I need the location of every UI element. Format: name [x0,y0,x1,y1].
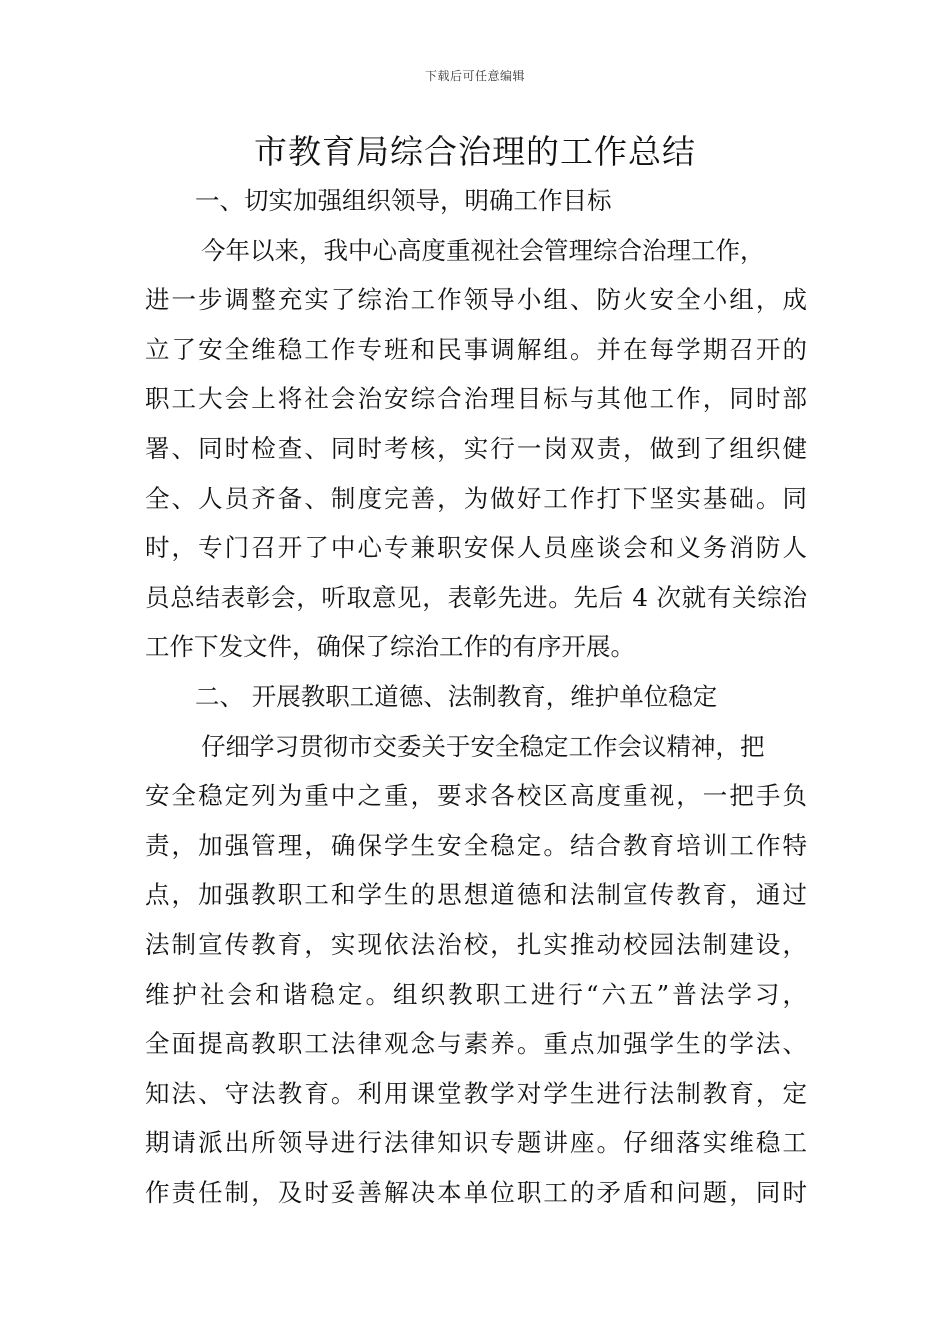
paragraph-line: 全面提高教职工法律观念与素养。重点加强学生的学法、 [145,1029,807,1059]
paragraph-line: 责，加强管理，确保学生安全稳定。结合教育培训工作特 [145,830,807,860]
paragraph-line: 安全稳定列为重中之重，要求各校区高度重视，一把手负 [145,781,807,811]
paragraph-line: 工作下发文件，确保了综治工作的有序开展。 [145,632,635,662]
paragraph-line: 今年以来，我中心高度重视社会管理综合治理工作， [201,235,765,265]
paragraph-line: 知法、守法教育。利用课堂教学对学生进行法制教育，定 [145,1078,807,1108]
paragraph-line: 作责任制，及时妥善解决本单位职工的矛盾和问题，同时 [145,1177,807,1207]
paragraph-line: 期请派出所领导进行法律知识专题讲座。仔细落实维稳工 [145,1128,807,1158]
paragraph-line: 职工大会上将社会治安综合治理目标与其他工作，同时部 [145,384,807,414]
document-title: 市教育局综合治理的工作总结 [254,132,696,171]
header-note: 下载后可任意编辑 [424,69,525,83]
paragraph-line: 署、同时检查、同时考核，实行一岗双责，做到了组织健 [145,433,807,463]
paragraph-line: 时，专门召开了中心专兼职安保人员座谈会和义务消防人 [145,533,807,563]
section-heading: 一、切实加强组织领导，明确工作目标 [195,186,612,215]
paragraph-line: 立了安全维稳工作专班和民事调解组。并在每学期召开的 [145,334,807,364]
paragraph-line: 仔细学习贯彻市交委关于安全稳定工作会议精神，把 [201,731,765,761]
paragraph-line: 点，加强教职工和学生的思想道德和法制宣传教育，通过 [145,880,807,910]
paragraph-line: 进一步调整充实了综治工作领导小组、防火安全小组，成 [145,285,807,315]
paragraph-line: 法制宣传教育，实现依法治校，扎实推动校园法制建设， [145,929,807,959]
paragraph-line: 全、人员齐备、制度完善，为做好工作打下坚实基础。同 [145,483,807,513]
section-heading: 二、 开展教职工道德、法制教育，维护单位稳定 [195,681,718,711]
paragraph-line: 维护社会和谐稳定。组织教职工进行“六五”普法学习， [145,979,807,1009]
document-body [145,176,807,1217]
paragraph-line: 员总结表彰会，听取意见，表彰先进。先后 4 次就有关综治 [145,582,807,612]
